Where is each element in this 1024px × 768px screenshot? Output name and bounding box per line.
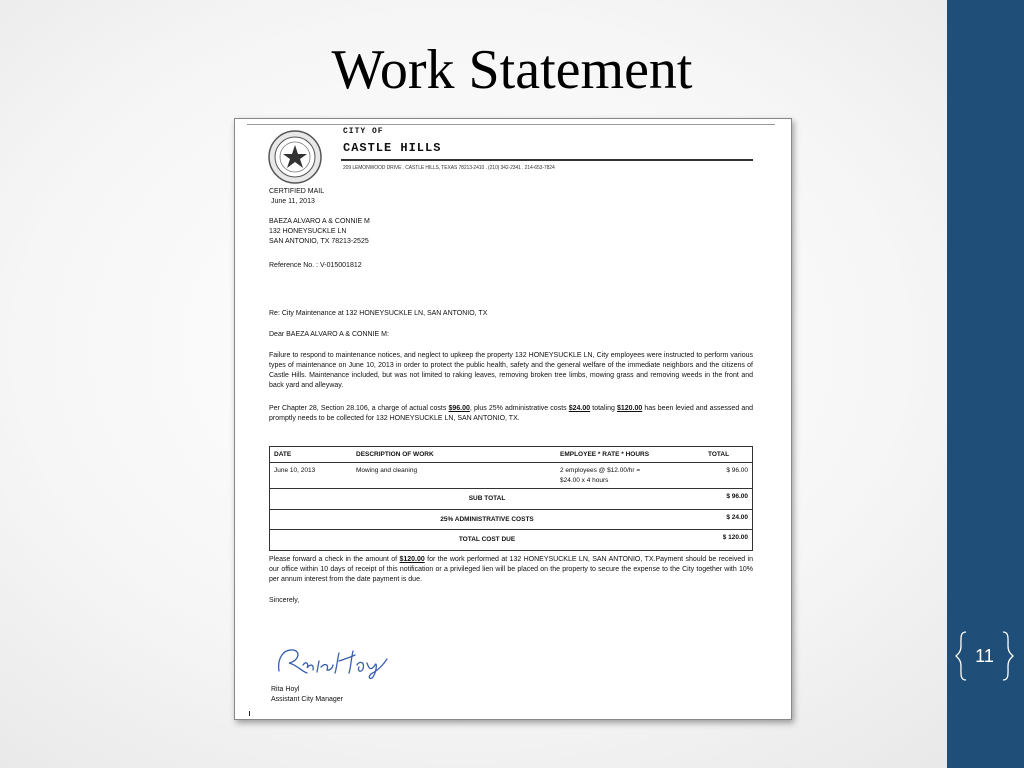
scan-mark [249, 711, 250, 716]
column-header: DESCRIPTION OF WORK [352, 447, 556, 463]
work-cost-table [269, 446, 753, 551]
recipient-line: 132 HONEYSUCKLE LN [269, 228, 347, 236]
total-due-value: $ 120.00 [704, 530, 753, 550]
subtotal-row [270, 489, 753, 509]
cell-description: Mowing and cleaning [356, 467, 418, 475]
table-header-row [270, 447, 753, 463]
letterhead-address: 209 LEMONWOOD DRIVE . CASTLE HILLS, TEXAS 78213-2410 . (210) 342-2341 . 214-653-7824 [343, 165, 555, 171]
charge-paragraph: Per Chapter 28, Section 28.106, a charge of actual costs $96.00, plus 25% administrative costs $24.00 totaling $120.00 has been levied and assessed and promptly needs to be collected for 132 HONEYSUCKLE LN, SAN ANTONIO, TX. [269, 405, 754, 423]
page-number-badge [954, 630, 1015, 682]
cell-calculation: 2 employees @ $12.00/hr = $24.00 x 4 hours [560, 467, 641, 484]
letterhead-city-of: CITY OF [343, 127, 384, 136]
total-amount: $120.00 [616, 405, 643, 412]
scan-edge-line [247, 124, 775, 125]
mail-type: CERTIFIED MAIL [269, 188, 325, 195]
letterhead-rule [341, 159, 753, 161]
mail-info [269, 187, 753, 207]
admin-cost-amount: $24.00 [568, 405, 591, 412]
reference-number: Reference No. : V-015001812 [269, 262, 362, 269]
signer-title: Assistant City Manager [271, 696, 343, 704]
table-row [270, 463, 753, 489]
body-paragraph: Failure to respond to maintenance notices, and neglect to upkeep the property 132 HONEYSUCKLE LN, City employees were instructed to perform various types of maintenance on June 10, 2013 in order to protect the public health, safety and the general welfare of the immediate neighbors and the citizens of Castle Hills. Maintenance included, but was not limited to raking leaves, removing broken tree limbs, mowing grass and removing weeds in the front and back yard and alleyway. [269, 352, 753, 390]
letter-date: June 11, 2013 [271, 198, 315, 206]
cell-total: $ 96.00 [726, 467, 748, 475]
column-header: DATE [270, 447, 353, 463]
actual-cost-amount: $96.00 [448, 405, 470, 412]
letterhead-city-name: CASTLE HILLS [343, 141, 442, 155]
closing-paragraph: Please forward a check in the amount of $120.00 for the work performed at 132 HONEYSUCKLE LN, SAN ANTONIO, TX.Payment should be received in our office within 10 days of receipt of this notification or a privileged lien will be placed on the property to secure the expense to the City together with 10% per annum interest from the date payment is due. [269, 556, 753, 584]
column-header: TOTAL [704, 447, 753, 463]
column-header: EMPLOYEE * RATE * HOURS [556, 447, 704, 463]
total-due-label: TOTAL COST DUE [270, 530, 705, 550]
slide-sidebar [947, 0, 1024, 768]
admin-cost-value: $ 24.00 [704, 509, 753, 529]
work-statement-letter [234, 118, 792, 720]
admin-cost-label: 25% ADMINISTRATIVE COSTS [270, 509, 705, 529]
subtotal-label: SUB TOTAL [270, 489, 705, 509]
signer-name: Rita Hoyl [271, 686, 300, 693]
total-due-row [270, 530, 753, 550]
page-number-brackets-icon [954, 630, 1015, 682]
salutation: Dear BAEZA ALVARO A & CONNIE M: [269, 331, 389, 338]
recipient-line: BAEZA ALVARO A & CONNIE M [269, 218, 370, 225]
recipient-line: SAN ANTONIO, TX 78213-2525 [269, 238, 369, 246]
recipient-address [269, 217, 753, 247]
city-seal-star-icon [267, 129, 323, 185]
subtotal-value: $ 96.00 [704, 489, 753, 509]
admin-cost-row [270, 509, 753, 529]
page-number: 11 [975, 645, 994, 666]
cell-date: June 10, 2013 [274, 467, 316, 475]
payment-amount: $120.00 [399, 556, 425, 563]
signer-block [271, 685, 343, 705]
sign-off: Sincerely, [269, 597, 300, 604]
handwritten-signature [273, 641, 393, 681]
slide-title: Work Statement [331, 39, 693, 101]
re-line: Re: City Maintenance at 132 HONEYSUCKLE LN, SAN ANTONIO, TX [269, 310, 488, 317]
